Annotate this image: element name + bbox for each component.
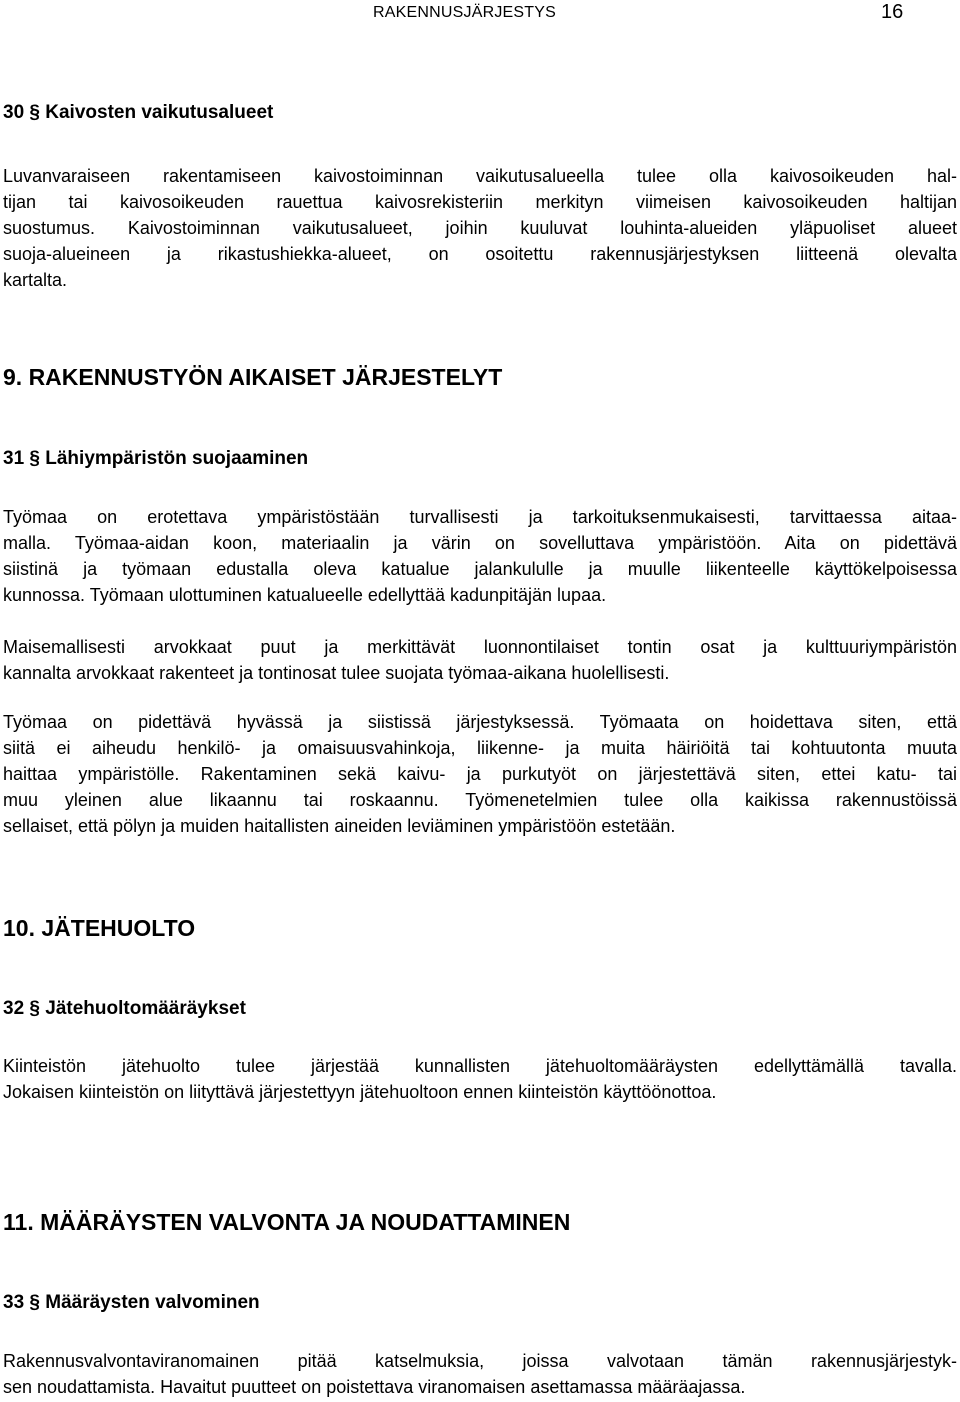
paragraph-line: siistinä ja työmaan edustalla oleva katualue jalankululle ja muulle liikenteelle käyttökelpoisessa: [3, 559, 957, 579]
chapter-10-heading-block: [3, 915, 957, 941]
chapter-heading: 10. JÄTEHUOLTO: [3, 915, 196, 941]
section-30-paragraph-1: [3, 163, 957, 293]
paragraph-line: Työmaa on pidettävä hyvässä ja siistissä järjestyksessä. Työmaata on hoidettava siten, että: [3, 712, 957, 732]
paragraph: [3, 634, 957, 686]
paragraph: [3, 1348, 957, 1400]
paragraph: [3, 709, 957, 839]
paragraph-line: Kiinteistön jätehuolto tulee järjestää kunnallisten jätehuoltomääräysten edellyttämällä tavalla.: [3, 1056, 957, 1076]
paragraph-line: suoja-alueineen ja rikastushiekka-alueet, on osoitettu rakennusjärjestyksen liitteenä olevalta: [3, 244, 957, 264]
paragraph: [3, 504, 957, 608]
paragraph-line: Rakennusvalvontaviranomainen pitää katselmuksia, joissa valvotaan tämän rakennusjärjestyk-: [3, 1351, 957, 1371]
page-header: [0, 0, 960, 28]
paragraph-line: kunnossa. Työmaan ulottuminen katualueelle edellyttää kadunpitäjän lupaa.: [3, 585, 607, 605]
paragraph-line: sellaiset, että pölyn ja muiden haitallisten aineiden leviäminen ympäristöön estetään.: [3, 816, 676, 836]
chapter-heading: 9. RAKENNUSTYÖN AIKAISET JÄRJESTELYT: [3, 364, 503, 390]
section-heading: 30 § Kaivosten vaikutusalueet: [3, 102, 274, 123]
section-heading: 32 § Jätehuoltomääräykset: [3, 998, 246, 1019]
paragraph-line: Työmaa on erotettava ympäristöstään turvallisesti ja tarkoituksenmukaisesti, tarvittaessa aitaa-: [3, 507, 957, 527]
paragraph: [3, 1053, 957, 1105]
paragraph-line: malla. Työmaa-aidan koon, materiaalin ja värin on sovelluttava ympäristöön. Aita on pidettävä: [3, 533, 957, 553]
section-31-paragraph-1: [3, 504, 957, 608]
paragraph-line: kannalta arvokkaat rakenteet ja tontinosat tulee suojata työmaa-aikana huolellisesti.: [3, 663, 670, 683]
chapter-9-heading-block: [3, 364, 957, 390]
paragraph: [3, 163, 957, 293]
paragraph-line: Luvanvaraiseen rakentamiseen kaivostoiminnan vaikutusalueella tulee olla kaivosoikeuden hal-: [3, 166, 957, 186]
paragraph-line: haittaa ympäristölle. Rakentaminen sekä kaivu- ja purkutyöt on järjestettävä siten, ettei katu- tai: [3, 764, 957, 784]
paragraph-line: Jokaisen kiinteistön on liityttävä järjestettyyn jätehuoltoon ennen kiinteistön käyttöönottoa.: [3, 1082, 717, 1102]
chapter-11-heading-block: [3, 1209, 957, 1235]
chapter-heading: 11. MÄÄRÄYSTEN VALVONTA JA NOUDATTAMINEN: [3, 1209, 571, 1235]
section-33-heading-block: [3, 1292, 957, 1314]
section-30-heading-block: [3, 102, 957, 124]
section-31-heading-block: [3, 448, 957, 470]
paragraph-line: Maisemallisesti arvokkaat puut ja merkittävät luonnontilaiset tontin osat ja kulttuuriympäristön: [3, 637, 957, 657]
paragraph-line: siitä ei aiheudu henkilö- ja omaisuusvahinkoja, liikenne- ja muita häiriöitä tai kohtuutonta muuta: [3, 738, 957, 758]
section-heading: 33 § Määräysten valvominen: [3, 1292, 260, 1313]
paragraph-line: tijan tai kaivosoikeuden rauettua kaivosrekisteriin merkityn viimeisen kaivosoikeuden haltijan: [3, 192, 957, 212]
paragraph-line: sen noudattamista. Havaitut puutteet on poistettava viranomaisen asettamassa määräajassa.: [3, 1377, 746, 1397]
section-31-paragraph-3: [3, 709, 957, 839]
section-33-paragraph-1: [3, 1348, 957, 1400]
paragraph-line: muu yleinen alue likaannu tai roskaannu. Työmenetelmien tulee olla kaikissa rakennustöissä: [3, 790, 957, 810]
page-number: 16: [881, 1, 904, 23]
paragraph-line: kartalta.: [3, 270, 68, 290]
section-32-paragraph-1: [3, 1053, 957, 1105]
running-header-title: RAKENNUSJÄRJESTYS: [373, 4, 556, 21]
section-heading: 31 § Lähiympäristön suojaaminen: [3, 448, 309, 469]
section-31-paragraph-2: [3, 634, 957, 686]
section-32-heading-block: [3, 998, 957, 1020]
paragraph-line: suostumus. Kaivostoiminnan vaikutusalueet, joihin kuuluvat louhinta-alueiden yläpuoliset alueet: [3, 218, 957, 238]
